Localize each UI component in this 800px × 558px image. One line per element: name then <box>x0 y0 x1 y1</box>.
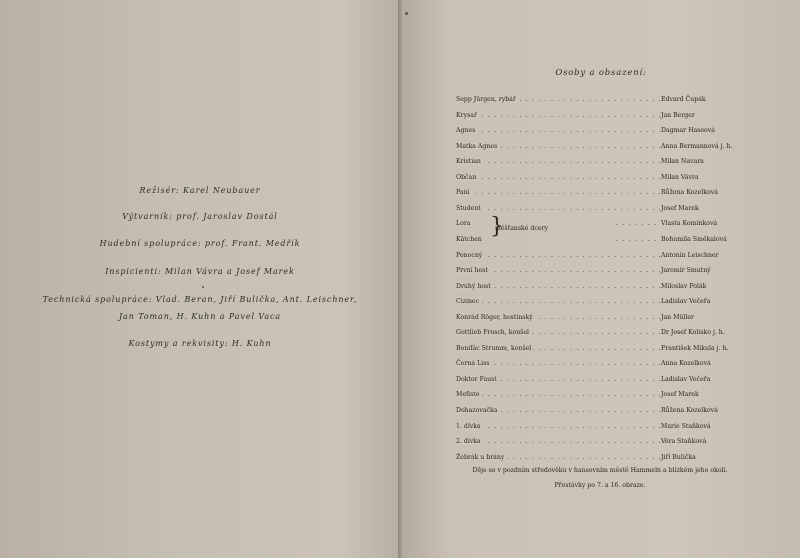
cast-row <box>456 376 756 388</box>
role-name: Kätchen <box>456 235 482 243</box>
role-name: Paní <box>456 189 470 197</box>
role-name: Agnes <box>456 127 476 135</box>
actor-name: Josef Marek <box>661 391 699 399</box>
cast-row <box>456 438 756 450</box>
cast-row <box>456 174 756 186</box>
cast-row <box>456 252 756 264</box>
role-name: Mefisto <box>456 391 480 399</box>
role-name: Druhý host <box>456 282 491 290</box>
cast-row <box>456 360 756 372</box>
credit-technical-line1: Technická spolupráce: Vlad. Beran, Jiří Bulička, Ant. Leischner, <box>42 295 358 304</box>
leader-dots <box>456 205 660 212</box>
actor-name: Dagmar Haseová <box>661 127 715 135</box>
leader-dots <box>456 252 660 259</box>
actor-name: Jan Berger <box>661 111 695 119</box>
cast-row <box>456 158 756 170</box>
cast-row <box>456 189 756 201</box>
page-mark <box>405 12 408 15</box>
cast-row <box>456 345 756 357</box>
leader-dots <box>456 423 660 430</box>
leader-dots <box>616 236 660 243</box>
role-name: 2. dívka <box>456 438 481 446</box>
actor-name: František Mikula j. h. <box>661 344 729 352</box>
leader-dots <box>456 112 660 119</box>
page-mark <box>202 286 204 288</box>
role-name: Cizinec <box>456 298 480 306</box>
role-name: 1. dívka <box>456 422 481 430</box>
actor-name: Jan Müller <box>661 313 695 321</box>
leader-dots <box>456 127 660 134</box>
actor-name: Milan Navara <box>661 158 704 166</box>
cast-row <box>456 283 756 295</box>
actor-name: Růžena Kozelková <box>661 407 718 414</box>
cast-row <box>456 298 756 310</box>
actor-name: Růžena Kozelková <box>661 189 718 197</box>
role-name: Černá Liss <box>456 360 490 368</box>
actor-name: Ladislav Večeřa <box>661 298 711 306</box>
actor-name: Anna Bermannová j. h. <box>661 142 733 150</box>
role-name: Student <box>456 204 481 212</box>
actor-name: Bohumila Směkalová <box>661 235 727 243</box>
cast-title: Osoby a obsazení: <box>555 68 647 78</box>
role-name: Kristian <box>456 158 481 166</box>
credit-technical-line2: Jan Toman, H. Kuhn a Pavel Vaca <box>118 312 282 321</box>
cast-row <box>456 407 756 419</box>
credit-music: Hudební spolupráce: prof. Frant. Medřík <box>99 239 301 248</box>
group-label: měšťanské dcery <box>495 225 548 232</box>
role-name: Žebrák u brány <box>456 453 505 461</box>
leader-dots <box>456 158 660 165</box>
actor-name: Milan Vávra <box>661 173 699 181</box>
group-brace: } <box>490 214 504 239</box>
credit-stage-managers: Inspicienti: Milan Vávra a Josef Marek <box>105 267 295 276</box>
cast-row <box>456 112 756 124</box>
leader-dots <box>456 438 660 445</box>
cast-row <box>456 329 756 341</box>
credit-costumes: Kostymy a rekvisity: H. Kuhn <box>128 339 272 348</box>
cast-row <box>456 267 756 279</box>
role-name: Lora <box>456 220 471 228</box>
actor-name: Josef Marek <box>661 204 699 212</box>
role-name: Dohazovačka <box>456 407 498 414</box>
cast-row <box>456 423 756 435</box>
actor-name: Ladislav Večeřa <box>661 375 711 383</box>
role-name: Ponocný <box>456 251 483 259</box>
credit-director: Režisér: Karel Neubauer <box>139 186 261 195</box>
actor-name: Jaromír Smutný <box>661 267 711 275</box>
cast-row <box>456 143 756 155</box>
role-name: Konrád Röger, hostinský <box>456 313 533 321</box>
leader-dots <box>456 298 660 305</box>
leader-dots <box>456 189 660 196</box>
role-name: Doktor Faust <box>456 375 497 383</box>
role-name: Krysař <box>456 111 477 119</box>
actor-name: Antonín Leischner <box>661 251 719 259</box>
role-name: Sepp Jürgen, rybář <box>456 96 516 103</box>
actor-name: Edvard Čupák <box>661 96 706 103</box>
leader-dots <box>456 174 660 181</box>
intermission-note: Přestávky po 7. a 16. obraze. <box>554 482 646 489</box>
credit-designer: Výtvarník: prof. Jaroslav Dostál <box>122 212 278 221</box>
cast-row <box>456 314 756 326</box>
leader-dots <box>456 391 660 398</box>
role-name: Občan <box>456 173 477 181</box>
leader-dots <box>616 220 660 227</box>
cast-row <box>456 96 756 108</box>
role-name: Gottlieb Frosch, konšel <box>456 329 529 337</box>
setting-note: Děje se v pozdním středověku v hansovním městě Hammeln a blízkém jeho okolí. <box>472 467 728 474</box>
actor-name: Dr Josef Kolisko j. h. <box>661 329 725 337</box>
cast-row <box>456 127 756 139</box>
role-name: Bonifác Strumm, konšel <box>456 344 532 352</box>
role-name: Matka Agnes <box>456 142 498 150</box>
cast-row <box>456 391 756 403</box>
cast-row <box>456 454 756 466</box>
actor-name: Marie Staňková <box>661 422 711 430</box>
actor-name: Anna Kozelková <box>661 360 711 368</box>
role-name: První host <box>456 267 488 275</box>
actor-name: Vlasta Komínková <box>661 220 718 228</box>
actor-name: Miloslav Polák <box>661 282 707 290</box>
actor-name: Jiří Bulička <box>661 453 696 461</box>
actor-name: Věra Staňková <box>661 438 707 446</box>
